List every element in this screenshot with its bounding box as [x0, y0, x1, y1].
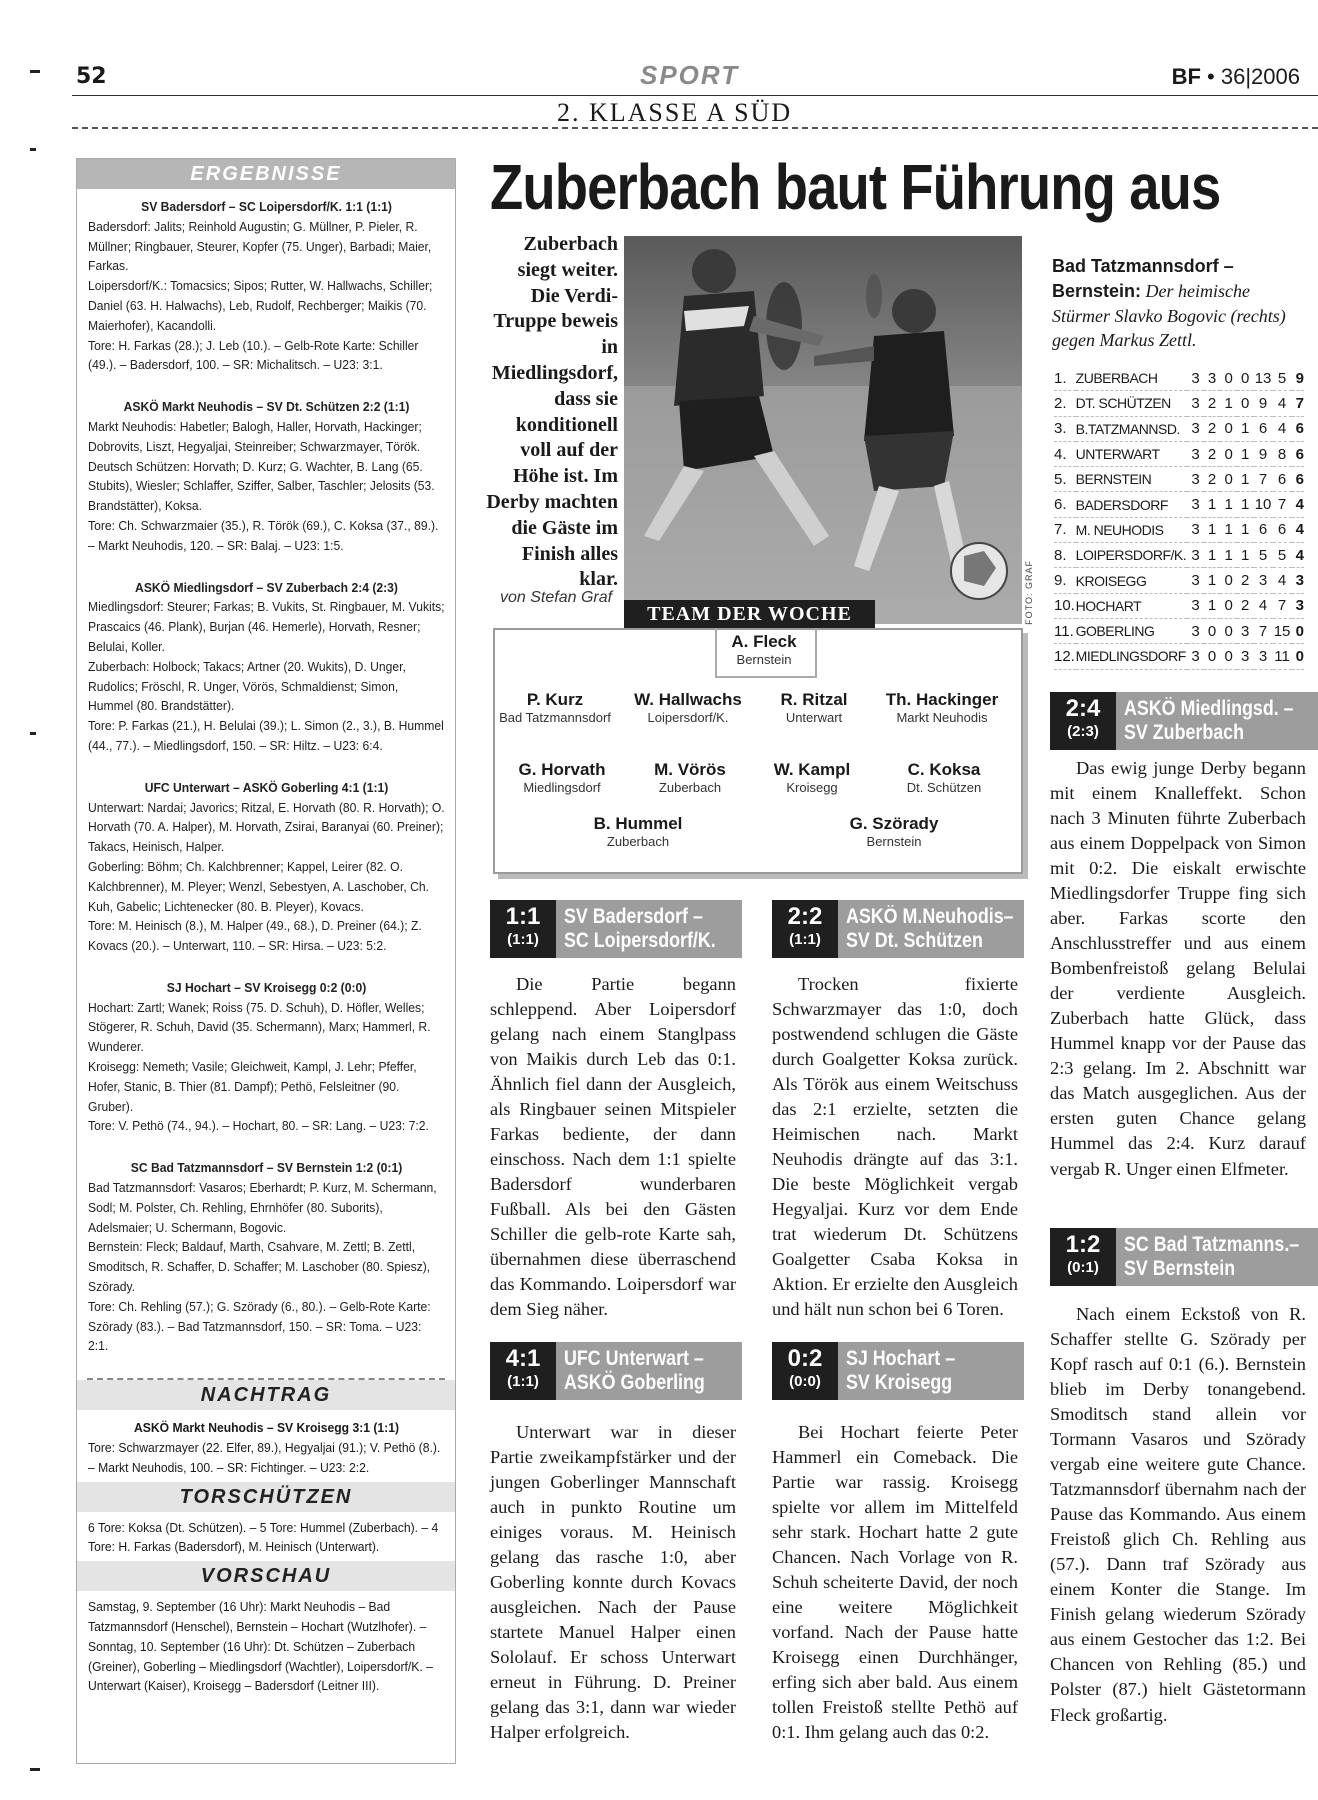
- standings-cell-tore: 3: [1254, 644, 1273, 669]
- nachtrag-text: Tore: Schwarzmayer (22. Elfer, 89.), Hegyaljai (91.); V. Pethö (8.). – Markt Neuhodis, 100. – SR: Fichtinger. – U23: 2:2.: [88, 1440, 441, 1475]
- standings-cell-tore: 6: [1254, 416, 1273, 441]
- results-column: [76, 158, 456, 1764]
- standings-cell-pts: 6: [1292, 441, 1304, 466]
- match-result: [88, 578, 445, 756]
- report-title-line: SJ Hochart –: [846, 1347, 956, 1370]
- standings-cell-n: 1: [1237, 441, 1254, 466]
- report-score: 4:1: [505, 1345, 541, 1372]
- totw-player: [620, 760, 760, 795]
- standings-cell-tore: 4: [1254, 593, 1273, 618]
- match-result: [88, 197, 445, 375]
- standings-cell-tore: 6: [1254, 517, 1273, 542]
- match-result-title: UFC Unterwart – ASKÖ Goberling 4:1 (1:1): [144, 779, 389, 795]
- player-name: P. Kurz: [526, 690, 584, 709]
- nachtrag-heading: NACHTRAG: [77, 1380, 455, 1410]
- match-result: [88, 978, 445, 1136]
- match-result-line: Tore: M. Heinisch (8.), M. Halper (49., 68.), D. Preiner (64.); Z. Kovacs (20.). – Unterwart, 110. – SR: Hirsa. – U23: 5:2.: [88, 918, 422, 954]
- report-halftime: (0:0): [789, 1373, 821, 1390]
- player-name: M. Vörös: [654, 760, 726, 779]
- report-score-box: [772, 1342, 838, 1400]
- standings-cell-gt: 8: [1273, 441, 1292, 466]
- report-title-line: SC Loipersdorf/K.: [564, 929, 716, 952]
- standings-cell-team: KROISEGG: [1076, 568, 1188, 593]
- match-result-line: Loipersdorf/K.: Tomacsics; Sipos; Rutter, W. Hallwachs, Schiller; Daniel (63. H. Halwachs), Leb, Rudolf, Rechberger; Maikis (70. Maierhofer), Kacandolli.: [88, 278, 433, 333]
- report-title: [846, 1347, 999, 1395]
- standings-cell-tore: 9: [1254, 391, 1273, 416]
- standings-cell-tore: 3: [1254, 568, 1273, 593]
- team-of-week-heading: TEAM DER WOCHE: [624, 600, 875, 628]
- totw-player: [492, 760, 632, 795]
- standings-cell-n: 2: [1237, 593, 1254, 618]
- match-result-title: SV Badersdorf – SC Loipersdorf/K. 1:1 (1:1): [141, 199, 392, 214]
- page-number: 52: [76, 64, 107, 89]
- report-title: [1124, 1233, 1300, 1281]
- standings-cell-n: 1: [1237, 543, 1254, 568]
- match-result-line: Zuberbach: Holbock; Takacs; Artner (20. Wukits), D. Unger, Rudolics; Fröschl, R. Unger, Vörös, Schmaldienst; Simon, Hummel (80. Brandstätter).: [88, 658, 406, 714]
- match-result-line: Unterwart: Nardai; Javorics; Ritzal, E. Horvath (80. R. Horvath); O. Horvath (70. A. Halper), M. Horvath, Zsirai, Baranyai (60. Preiner); Takacs, Heinisch, Halper.: [88, 799, 445, 855]
- standings-cell-sp: 3: [1187, 644, 1204, 669]
- standings-cell-team: MIEDLINGSDORF: [1076, 644, 1188, 669]
- header-dashed-rule: [72, 127, 1318, 129]
- report-title-line: ASKÖ Goberling: [564, 1371, 705, 1394]
- player-club: Zuberbach: [658, 780, 722, 795]
- standings-cell-team: DT. SCHÜTZEN: [1076, 391, 1188, 416]
- standings-cell-team: B.TATZMANNSD.: [1076, 416, 1188, 441]
- report-score: 2:4: [1065, 695, 1101, 722]
- standings-row: [1054, 644, 1304, 669]
- match-result: [88, 1158, 445, 1356]
- report-paragraph: Das ewig junge Derby begann mit einem Knalleffekt. Schon nach 3 Minuten führte Zuberbach aus einem Doppelpack von Simon mit 0:2. Die eiskalt erwischte Miedlingsdorfer Truppe fing sich aber. Farkas scorte den Anschlusstreffer und aus einem Bombenfreistoß gelang Belulai der verdiente Ausgleich. Zuberbach hatte Glück, dass Hummel knapp vor der Pause das 2:3 gelang. Im 2. Abschnitt war das Match ausgeglichen. Aus der ersten guten Chance gelang Hummel das 2:4. Kurz darauf vergab R. Unger einen Elfmeter.: [1050, 758, 1306, 1179]
- torschuetzen-text: 6 Tore: Koksa (Dt. Schützen). – 5 Tore: Hummel (Zuberbach). – 4 Tore: H. Farkas (Badersdorf), M. Heinisch (Unterwart).: [88, 1519, 439, 1555]
- standings-cell-s: 1: [1204, 492, 1221, 517]
- standings-cell-n: 3: [1237, 644, 1254, 669]
- standings-cell-sp: 3: [1187, 618, 1204, 643]
- report-text: [490, 972, 736, 1322]
- standings-cell-team: LOIPERSDORF/K.: [1076, 543, 1188, 568]
- standings-cell-gt: 6: [1273, 517, 1292, 542]
- standings-cell-gt: 4: [1273, 391, 1292, 416]
- standings-cell-gt: 7: [1273, 492, 1292, 517]
- standings-cell-tore: 10: [1254, 492, 1273, 517]
- standings-cell-rank: 6.: [1054, 492, 1076, 517]
- standings-cell-s: 1: [1204, 593, 1221, 618]
- standings-cell-s: 3: [1204, 366, 1221, 391]
- standings-row: [1054, 441, 1304, 466]
- report-title: [846, 905, 1014, 953]
- report-title-line: SC Bad Tatzmanns.–: [1124, 1233, 1300, 1256]
- player-club: Bernstein: [866, 834, 922, 849]
- caption-lead: Bad Tatzmannsdorf – Bernstein:: [1052, 256, 1234, 301]
- issue-number: • 36|2006: [1200, 64, 1300, 89]
- margin-mark: [30, 70, 40, 73]
- nachtrag-section: [77, 1410, 456, 1481]
- standings-cell-n: 1: [1237, 416, 1254, 441]
- issue-brand: BF: [1171, 64, 1201, 89]
- standings-cell-n: 1: [1237, 492, 1254, 517]
- match-photo-illustration: [624, 236, 1022, 624]
- report-header: [490, 900, 742, 958]
- margin-mark: [30, 732, 36, 735]
- headline: Zuberbach baut Führung aus: [490, 151, 1221, 223]
- standings-row: [1054, 416, 1304, 441]
- match-result-line: Goberling: Böhm; Ch. Kalchbrenner; Kappel, Leirer (82. O. Kalchbrenner), M. Pleyer; Wenzl, Sebestyen, A. Laschober, Ch. Kuh, Gabelic; Lichtenecker (80. B. Pleyer), Kovacs.: [88, 858, 430, 914]
- report-title: [564, 1347, 717, 1395]
- standings-row: [1054, 366, 1304, 391]
- report-halftime: (1:1): [789, 931, 821, 948]
- standings-cell-rank: 9.: [1054, 568, 1076, 593]
- standings-cell-u: 0: [1220, 568, 1237, 593]
- report-header: [772, 1342, 1024, 1400]
- standings-cell-team: GOBERLING: [1076, 618, 1188, 643]
- match-photo: [624, 236, 1022, 624]
- photo-caption: [1052, 254, 1300, 353]
- standings-cell-gt: 5: [1273, 366, 1292, 391]
- standings-cell-u: 0: [1220, 441, 1237, 466]
- totw-player: [744, 690, 884, 725]
- standings-cell-s: 1: [1204, 543, 1221, 568]
- standings-cell-rank: 5.: [1054, 467, 1076, 492]
- article-lead: Zuberbach siegt weiter. Die Verdi-Truppe beweis in Miedlingsdorf, dass sie konditionell voll auf der Höhe ist. Im Derby machten die Gäste im Finish alles klar.: [486, 233, 618, 591]
- standings-cell-n: 3: [1237, 618, 1254, 643]
- standings-cell-sp: 3: [1187, 568, 1204, 593]
- report-text: [772, 1420, 1018, 1745]
- player-club: Zuberbach: [606, 834, 670, 849]
- match-result-title: SC Bad Tatzmannsdorf – SV Bernstein 1:2 (0:1): [130, 1160, 403, 1176]
- match-result-line: Bernstein: Fleck; Baldauf, Marth, Csahvare, M. Zettl; B. Zettl, Smoditsch, R. Schaffer, D. Schaffer; M. Laschober (80. Spiesz), Szörady.: [88, 1239, 431, 1295]
- player-club: Bernstein: [736, 652, 792, 667]
- report-score-box: [772, 900, 838, 958]
- standings-cell-sp: 3: [1187, 467, 1204, 492]
- standings-cell-gt: 11: [1273, 644, 1292, 669]
- match-result-line: Deutsch Schützen: Horvath; D. Kurz; G. Wachter, B. Lang (65. Stubits), Wiesler; Schlaffer, Sziffer, Salber, Taschler; Jelosits (53. Brandstätter), Koksa.: [88, 458, 435, 514]
- standings-cell-tore: 13: [1254, 366, 1273, 391]
- report-paragraph: Nach einem Eckstoß von R. Schaffer stellte G. Szörady per Kopf rasch auf 0:1 (6.). Bernstein blieb im Derby tonangebend. Smoditsch stand allein vor Tormann Vasaros und Szörady vergab eine weitere gute Chance. Tatzmannsdorf übernahm nach der Pause das Kommando. Aus einem Freistoß glich Ch. Rehling aus (57.). Dann traf Szörady aus einem Konter die Stange. Im Finish gelang wiederum Szörady aus einem Gestocher das 1:2. Bei Chancen von Rehling (85.) und Polster (87.) hielt Gästetormann Fleck großartig.: [1050, 1304, 1306, 1725]
- league-title: 2. KLASSE A SÜD: [557, 98, 793, 127]
- report-header: [772, 900, 1024, 958]
- report-title-line: ASKÖ M.Neuhodis–: [846, 905, 1014, 928]
- player-club: Loipersdorf/K.: [647, 710, 729, 725]
- standings-cell-pts: 6: [1292, 467, 1304, 492]
- report-paragraph: Die Partie begann schleppend. Aber Loipersdorf gelang nach einem Stanglpass von Maikis durch Leb das 0:1. Ähnlich fiel dann der Ausgleich, als Ringbauer seinen Mitspieler Farkas bediente, der dann einschoss. Nach dem 1:1 spielte Badersdorf wunderbaren Fußball. Als bei den Gästen Schiller die gelb-rote Karte sah, übernahmen diese überraschend das Kommando. Loipersdorf war dem Sieg näher.: [490, 974, 736, 1320]
- standings-cell-pts: 4: [1292, 517, 1304, 542]
- standings-cell-pts: 6: [1292, 416, 1304, 441]
- report-text: [772, 972, 1018, 1322]
- report-paragraph: Trocken fixierte Schwarzmayer das 1:0, doch postwendend schlugen die Gäste durch Goalgetter Koksa zurück. Als Török aus einem Weitschuss das 2:1 erzielte, setzten die Heimischen nach. Markt Neuhodis drängte auf das 3:1. Die beste Möglichkeit vergab Hegyaljai. Kurz vor dem Ende trat wiederum Dt. Schützens Goalgetter Csaba Koksa in Aktion. Er erzielte den Ausgleich und hält nun schon bei 6 Toren.: [772, 974, 1018, 1320]
- match-result-line: Tore: V. Pethö (74., 94.). – Hochart, 80. – SR: Lang. – U23: 7:2.: [88, 1118, 429, 1134]
- standings-cell-team: UNTERWART: [1076, 441, 1188, 466]
- standings-cell-pts: 0: [1292, 618, 1304, 643]
- standings-row: [1054, 492, 1304, 517]
- match-result-line: Markt Neuhodis: Habetler; Balogh, Haller, Horvath, Hackinger; Dobrovits, Liszt, Hegyaljai, Steinreiber; Schwarzmayer, Török.: [88, 418, 422, 454]
- totw-player: [742, 760, 882, 795]
- player-name: W. Kampl: [773, 760, 851, 779]
- standings-cell-tore: 9: [1254, 441, 1273, 466]
- standings-cell-s: 1: [1204, 517, 1221, 542]
- report-title: [1124, 697, 1294, 745]
- standings-cell-tore: 7: [1254, 618, 1273, 643]
- standings-row: [1054, 543, 1304, 568]
- standings-row: [1054, 467, 1304, 492]
- match-result-title: ASKÖ Miedlingsdorf – SV Zuberbach 2:4 (2:3): [135, 579, 398, 595]
- standings-cell-sp: 3: [1187, 441, 1204, 466]
- standings-cell-u: 1: [1220, 492, 1237, 517]
- totw-player: [872, 690, 1012, 725]
- standings-cell-n: 1: [1237, 517, 1254, 542]
- report-score-box: [1050, 692, 1116, 750]
- standings-row: [1054, 593, 1304, 618]
- match-result-line: Miedlingsdorf: Steurer; Farkas; B. Vukits, St. Ringbauer, M. Vukits; Prascaics (46. Plank), Burjan (46. Hemerle), Horvath, Resner; Belulai, Koller.: [88, 599, 445, 654]
- results-list: [77, 189, 456, 1356]
- totw-player: [485, 690, 625, 725]
- standings-cell-gt: 5: [1273, 543, 1292, 568]
- totw-player: [568, 814, 708, 849]
- player-club: Bad Tatzmannsdorf: [499, 710, 611, 725]
- standings-cell-pts: 0: [1292, 644, 1304, 669]
- report-halftime: (1:1): [507, 931, 539, 948]
- standings-cell-u: 0: [1220, 618, 1237, 643]
- standings-cell-n: 0: [1237, 391, 1254, 416]
- player-name: A. Fleck: [731, 632, 797, 651]
- nachtrag-title: ASKÖ Markt Neuhodis – SV Kroisegg 3:1 (1:1): [134, 1420, 399, 1436]
- standings-cell-u: 0: [1220, 416, 1237, 441]
- report-score: 1:1: [505, 903, 541, 930]
- vorschau-heading: VORSCHAU: [77, 1561, 455, 1591]
- report-title-line: SV Badersdorf –: [564, 905, 703, 928]
- player-name: C. Koksa: [907, 760, 981, 779]
- torschuetzen-heading: TORSCHÜTZEN: [77, 1482, 455, 1512]
- standings-cell-pts: 7: [1292, 391, 1304, 416]
- standings-cell-s: 2: [1204, 416, 1221, 441]
- section-label: SPORT: [640, 60, 740, 90]
- match-result: [88, 778, 445, 956]
- report-paragraph: Unterwart war in dieser Partie zweikampfstärker und der jungen Goberlinger Mannschaft auch in punkto Routine um einiges voraus. M. Heinisch gelang das rasche 1:0, aber Goberling konnte durch Kovacs ausgleichen. Nach der Pause startete Manuel Halper einen Sololauf. Er schoss Unterwart erneut in Führung. D. Preiner gelang das 3:1, dann war wieder Halper erfolgreich.: [490, 1422, 736, 1743]
- standings-cell-sp: 3: [1187, 517, 1204, 542]
- report-text: [1050, 1302, 1306, 1728]
- match-result-line: Kroisegg: Nemeth; Vasile; Gleichweit, Kampl, J. Lehr; Pfeffer, Hofer, Stanic, B. Thier (81. Dampf); Pethö, Felsleitner (90. Gruber).: [88, 1059, 417, 1114]
- player-club: Markt Neuhodis: [896, 710, 988, 725]
- standings-cell-team: BERNSTEIN: [1076, 467, 1188, 492]
- standings-cell-sp: 3: [1187, 543, 1204, 568]
- standings-cell-s: 1: [1204, 568, 1221, 593]
- issue-label: [1172, 64, 1300, 90]
- standings-cell-u: 0: [1220, 467, 1237, 492]
- player-club: Dt. Schützen: [906, 780, 982, 795]
- margin-mark: [30, 148, 36, 151]
- report-score-box: [490, 1342, 556, 1400]
- vorschau-text: Samstag, 9. September (16 Uhr): Markt Neuhodis – Bad Tatzmannsdorf (Henschel), Bernstein – Hochart (Wutzlhofer). – Sonntag, 10. September (16 Uhr): Dt. Schützen – Zuberbach (Greiner), Goberling – Miedlingsdorf (Wachtler), Loipersdorf/K. – Unterwart (Kaiser), Kroisegg – Badersdorf (Leitner III).: [88, 1599, 433, 1694]
- player-name: G. Szörady: [849, 814, 939, 833]
- standings-cell-pts: 3: [1292, 568, 1304, 593]
- standings-cell-pts: 3: [1292, 593, 1304, 618]
- report-halftime: (1:1): [507, 1373, 539, 1390]
- standings-cell-team: ZUBERBACH: [1076, 366, 1188, 391]
- report-score-box: [490, 900, 556, 958]
- match-result-line: Hochart: Zartl; Wanek; Roiss (75. D. Schuh), D. Höfler, Welles; Stögerer, R. Schuh, David (35. Schermann), Marx; Hammerl, R. Wunderer.: [88, 999, 431, 1055]
- standings-row: [1054, 517, 1304, 542]
- standings-cell-pts: 9: [1292, 366, 1304, 391]
- match-result-line: Tore: P. Farkas (21.), H. Belulai (39.); L. Simon (2., 3.), B. Hummel (44., 77.). – Miedlingsdorf, 150. – SR: Hiltz. – U23: 6:4.: [88, 718, 444, 753]
- player-name: G. Horvath: [518, 760, 606, 779]
- report-title-line: SV Kroisegg: [846, 1371, 953, 1394]
- standings-cell-n: 2: [1237, 568, 1254, 593]
- standings-cell-u: 1: [1220, 543, 1237, 568]
- standings-cell-sp: 3: [1187, 593, 1204, 618]
- results-heading: ERGEBNISSE: [77, 159, 455, 189]
- match-result: [88, 397, 445, 555]
- totw-player: [824, 814, 964, 849]
- standings-cell-u: 0: [1220, 366, 1237, 391]
- player-name: R. Ritzal: [780, 690, 848, 709]
- report-title-line: ASKÖ Miedlingsd. –: [1124, 697, 1294, 720]
- standings-cell-s: 2: [1204, 467, 1221, 492]
- report-title-line: SV Zuberbach: [1124, 721, 1245, 744]
- report-score: 2:2: [787, 903, 823, 930]
- standings-cell-s: 2: [1204, 441, 1221, 466]
- standings-cell-rank: 11.: [1054, 618, 1076, 643]
- standings-cell-gt: 4: [1273, 568, 1292, 593]
- player-club: Unterwart: [785, 710, 843, 725]
- report-halftime: (0:1): [1067, 1259, 1099, 1276]
- photo-credit: FOTO: GRAF: [1024, 560, 1034, 625]
- report-text: [490, 1420, 736, 1745]
- standings-cell-u: 0: [1220, 593, 1237, 618]
- standings-cell-rank: 8.: [1054, 543, 1076, 568]
- standings-cell-sp: 3: [1187, 366, 1204, 391]
- standings-cell-sp: 3: [1187, 391, 1204, 416]
- match-result-line: Badersdorf: Jalits; Reinhold Augustin; G. Müllner, P. Pieler, R. Müllner; Ringbauer, Steurer, Kopfer (75. Unger), Barbadi; Maier, Farkas.: [88, 218, 432, 274]
- report-score: 0:2: [787, 1345, 823, 1372]
- report-score: 1:2: [1065, 1231, 1101, 1258]
- report-header: [490, 1342, 742, 1400]
- standings-row: [1054, 618, 1304, 643]
- report-title-line: SV Bernstein: [1124, 1257, 1236, 1280]
- standings-cell-sp: 3: [1187, 416, 1204, 441]
- totw-goalkeeper: [694, 632, 834, 667]
- standings-cell-rank: 2.: [1054, 391, 1076, 416]
- standings-cell-tore: 5: [1254, 543, 1273, 568]
- report-score-box: [1050, 1228, 1116, 1286]
- match-result-line: Tore: Ch. Rehling (57.); G. Szörady (6., 80.). – Gelb-Rote Karte: Szörady (83.). – Bad Tatzmannsdorf, 150. – SR: Toma. – U23: 2:1.: [88, 1298, 431, 1354]
- standings-table: [1054, 366, 1304, 670]
- match-result-line: Tore: Ch. Schwarzmaier (35.), R. Török (69.), C. Koksa (37., 89.). – Markt Neuhodis, 120. – SR: Balaj. – U23: 1:5.: [88, 517, 439, 553]
- player-club: Miedlingsdorf: [523, 780, 601, 795]
- standings-cell-gt: 6: [1273, 467, 1292, 492]
- standings-cell-u: 0: [1220, 644, 1237, 669]
- standings-cell-rank: 1.: [1054, 366, 1076, 391]
- standings-row: [1054, 391, 1304, 416]
- standings-cell-team: BADERSDORF: [1076, 492, 1188, 517]
- standings-cell-u: 1: [1220, 391, 1237, 416]
- caption-text: Der heimische Stürmer Slavko Bogovic (rechts) gegen Markus Zettl.: [1052, 280, 1286, 351]
- totw-player: [618, 690, 758, 725]
- report-paragraph: Bei Hochart feierte Peter Hammerl ein Comeback. Die Partie war rassig. Kroisegg spielte vor allem im Mittelfeld sehr stark. Hochart hatte 2 gute Chancen. Nach Vorlage von R. Schuh scheiterte David, der noch eine weitere Möglichkeit vorfand. Nach der Pause hatte Kroisegg einen Durchhänger, erfing sich aber bald. Aus einem tollen Freistoß stellte Pethö auf 0:1. Ihm gelang auch das 0:2.: [772, 1422, 1018, 1743]
- standings-cell-gt: 15: [1273, 618, 1292, 643]
- player-club: Kroisegg: [786, 780, 838, 795]
- standings-cell-team: M. NEUHODIS: [1076, 517, 1188, 542]
- standings-cell-tore: 7: [1254, 467, 1273, 492]
- report-title-line: UFC Unterwart –: [564, 1347, 704, 1370]
- standings-cell-n: 1: [1237, 467, 1254, 492]
- standings-cell-rank: 12.: [1054, 644, 1076, 669]
- totw-player: [874, 760, 1014, 795]
- standings-cell-u: 1: [1220, 517, 1237, 542]
- match-result-line: Tore: H. Farkas (28.); J. Leb (10.). – Gelb-Rote Karte: Schiller (49.). – Badersdorf, 100. – SR: Michalitsch. – U23: 3:1.: [88, 337, 419, 373]
- match-result-title: SJ Hochart – SV Kroisegg 0:2 (0:0): [166, 979, 367, 995]
- standings-cell-rank: 3.: [1054, 416, 1076, 441]
- header-rule: [72, 95, 1318, 96]
- report-header: [1050, 692, 1318, 750]
- standings-cell-rank: 10.: [1054, 593, 1076, 618]
- standings-cell-pts: 4: [1292, 543, 1304, 568]
- standings-row: [1054, 568, 1304, 593]
- standings-cell-s: 0: [1204, 644, 1221, 669]
- margin-mark: [30, 1768, 40, 1771]
- report-text: [1050, 756, 1306, 1182]
- report-header: [1050, 1228, 1318, 1286]
- standings-cell-pts: 4: [1292, 492, 1304, 517]
- match-result-line: Bad Tatzmannsdorf: Vasaros; Eberhardt; P. Kurz, M. Schermann, Sodl; M. Polster, Ch. Rehling, Ehrnhöfer (80. Suborits), Adelsmaier; U. Schermann, Bogovic.: [88, 1180, 437, 1235]
- match-result-title: ASKÖ Markt Neuhodis – SV Dt. Schützen 2:2 (1:1): [123, 399, 410, 415]
- standings-cell-rank: 4.: [1054, 441, 1076, 466]
- player-name: B. Hummel: [593, 814, 683, 833]
- standings-cell-team: HOCHART: [1076, 593, 1188, 618]
- byline: von Stefan Graf: [500, 589, 613, 606]
- player-name: Th. Hackinger: [885, 690, 999, 709]
- report-title-line: SV Dt. Schützen: [846, 929, 983, 952]
- standings-cell-s: 0: [1204, 618, 1221, 643]
- standings-cell-s: 2: [1204, 391, 1221, 416]
- standings-cell-gt: 7: [1273, 593, 1292, 618]
- player-name: W. Hallwachs: [634, 690, 742, 709]
- standings-cell-sp: 3: [1187, 492, 1204, 517]
- standings-cell-n: 0: [1237, 366, 1254, 391]
- report-title: [564, 905, 717, 953]
- standings-cell-rank: 7.: [1054, 517, 1076, 542]
- report-halftime: (2:3): [1067, 723, 1099, 740]
- standings-cell-gt: 4: [1273, 416, 1292, 441]
